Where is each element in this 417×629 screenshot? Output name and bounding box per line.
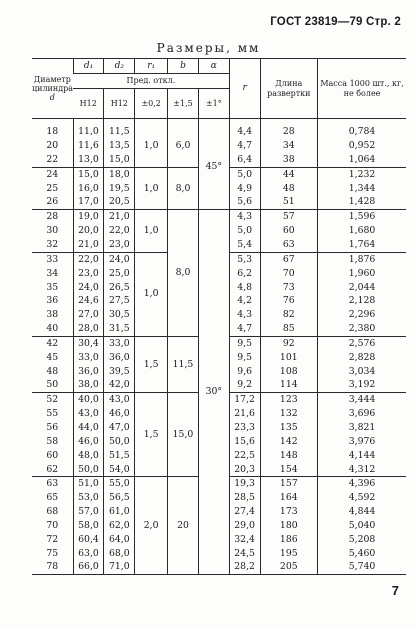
cell-mass: 2,128 (318, 294, 406, 308)
cell-length: 34 (260, 139, 318, 153)
cell-mass: 5,740 (318, 560, 406, 574)
cell-d1: 17,0 (73, 195, 104, 209)
cell-diameter: 32 (32, 238, 73, 252)
cell-mass: 1,428 (318, 195, 406, 209)
cell-d1: 19,0 (73, 210, 104, 224)
cell-r1: 1,0 (135, 210, 168, 253)
cell-diameter: 52 (46, 394, 59, 406)
cell-r: 4,8 (229, 280, 260, 294)
cell-d1: 22,0 (73, 252, 104, 266)
cell-r: 27,4 (229, 505, 260, 519)
cell-length: 51 (260, 195, 318, 209)
cell-d1: 44,0 (73, 421, 104, 435)
cell-diameter: 50 (32, 378, 73, 392)
cell-d2: 42,0 (104, 378, 135, 392)
cell-diameter: 63 (46, 478, 59, 490)
cell-length: 85 (260, 322, 318, 336)
cell-b: 20 (168, 477, 199, 575)
cell-length: 38 (260, 153, 318, 167)
cell-d1: 57,0 (73, 505, 104, 519)
cell-r: 5,3 (229, 252, 260, 266)
cell-diameter: 38 (46, 309, 59, 321)
header-d1: d₁ (73, 59, 104, 74)
cell-d1: 48,0 (73, 448, 104, 462)
cell-diameter: 70 (46, 519, 59, 531)
cell-d1: 36,0 (73, 364, 104, 378)
cell-r: 6,2 (229, 266, 260, 280)
cell-length: 164 (260, 491, 318, 505)
cell-d2: 25,0 (104, 266, 135, 280)
cell-diameter: 68 (46, 506, 59, 518)
cell-length: 70 (260, 266, 318, 280)
cell-mass: 1,596 (318, 210, 406, 224)
cell-diameter: 35 (46, 281, 59, 293)
cell-d2: 11,5 (104, 119, 135, 139)
cell-d2: 33,0 (104, 336, 135, 350)
cell-d2: 50,0 (104, 435, 135, 449)
cell-mass: 1,680 (318, 224, 406, 238)
cell-length: 205 (260, 560, 318, 574)
cell-length: 114 (260, 378, 318, 392)
cell-d1: 30,4 (73, 336, 104, 350)
cell-d1: 40,0 (73, 393, 104, 407)
cell-diameter: 25 (46, 182, 59, 194)
page-header: ГОСТ 23819—79 Стр. 2 (270, 16, 401, 28)
cell-r: 5,6 (229, 195, 260, 209)
cell-r: 9,5 (229, 351, 260, 365)
cell-b: 11,5 (168, 336, 199, 392)
cell-d1: 28,0 (73, 322, 104, 336)
cell-d2: 21,0 (104, 210, 135, 224)
cell-d1: 63,0 (73, 546, 104, 560)
cell-length: 28 (260, 119, 318, 139)
cell-length: 148 (260, 448, 318, 462)
cell-length: 67 (260, 252, 318, 266)
table-row (32, 210, 406, 224)
cell-mass: 4,592 (318, 491, 406, 505)
cell-mass: 3,192 (318, 378, 406, 392)
cell-mass: 3,976 (318, 435, 406, 449)
cell-diameter: 48 (46, 365, 59, 377)
cell-d2: 39,5 (104, 364, 135, 378)
cell-mass: 1,764 (318, 238, 406, 252)
cell-mass: 1,960 (318, 266, 406, 280)
cell-d2: 18,0 (104, 167, 135, 181)
cell-d2: 71,0 (104, 560, 135, 574)
cell-d1: 15,0 (73, 167, 104, 181)
cell-length: 82 (260, 308, 318, 322)
cell-length: 132 (260, 407, 318, 421)
cell-d1: 23,0 (73, 266, 104, 280)
cell-mass: 2,576 (318, 336, 406, 350)
cell-diameter: 60 (46, 449, 59, 461)
cell-mass: 3,821 (318, 421, 406, 435)
cell-d1: 24,6 (73, 294, 104, 308)
cell-r: 15,6 (229, 435, 260, 449)
cell-r: 24,5 (229, 546, 260, 560)
header-length: Длина развертки (260, 59, 318, 119)
cell-mass: 4,312 (318, 462, 406, 476)
cell-length: 157 (260, 477, 318, 491)
cell-r: 4,3 (229, 210, 260, 224)
cell-length: 186 (260, 532, 318, 546)
cell-length: 195 (260, 546, 318, 560)
cell-d2: 31,5 (104, 322, 135, 336)
header-tol-b: ±1,5 (168, 89, 199, 119)
cell-length: 57 (260, 210, 318, 224)
cell-diameter: 58 (46, 435, 59, 447)
header-b: b (168, 59, 199, 74)
header-tol-r1: ±0,2 (135, 89, 168, 119)
cell-r: 5,0 (229, 224, 260, 238)
cell-length: 44 (260, 167, 318, 181)
cell-d1: 50,0 (73, 462, 104, 476)
cell-diameter: 20 (46, 140, 59, 152)
cell-d1: 20,0 (73, 224, 104, 238)
cell-r1: 1,0 (135, 167, 168, 210)
cell-d1: 51,0 (73, 477, 104, 491)
cell-diameter: 78 (32, 560, 73, 574)
cell-d1: 13,0 (73, 153, 104, 167)
cell-diameter: 75 (46, 547, 59, 559)
table-row (32, 119, 406, 139)
page-number: 7 (391, 583, 399, 598)
cell-mass: 1,232 (318, 167, 406, 181)
cell-d2: 27,5 (104, 294, 135, 308)
cell-length: 63 (260, 238, 318, 252)
header-d2: d₂ (104, 59, 135, 74)
cell-mass: 1,876 (318, 252, 406, 266)
cell-r: 32,4 (229, 532, 260, 546)
cell-length: 48 (260, 181, 318, 195)
cell-r: 4,7 (229, 322, 260, 336)
cell-r: 29,0 (229, 519, 260, 533)
cell-d2: 62,0 (104, 519, 135, 533)
cell-r: 5,4 (229, 238, 260, 252)
header-alpha: α (198, 59, 229, 74)
cell-mass: 4,844 (318, 505, 406, 519)
cell-mass: 4,144 (318, 448, 406, 462)
cell-diameter: 45 (46, 351, 59, 363)
cell-mass: 2,296 (318, 308, 406, 322)
cell-diameter: 42 (46, 337, 59, 349)
cell-r: 9,2 (229, 378, 260, 392)
cell-mass: 5,460 (318, 546, 406, 560)
cell-r1: 1,5 (135, 336, 168, 392)
header-diameter: Диаметр цилиндра d (32, 59, 73, 119)
cell-r: 28,5 (229, 491, 260, 505)
cell-diameter: 28 (46, 211, 59, 223)
cell-diameter: 24 (46, 168, 59, 180)
cell-mass: 0,784 (318, 119, 406, 139)
cell-mass: 5,040 (318, 519, 406, 533)
dimensions-table (32, 58, 406, 575)
cell-length: 60 (260, 224, 318, 238)
cell-length: 142 (260, 435, 318, 449)
cell-r: 19,3 (229, 477, 260, 491)
cell-r: 6,4 (229, 153, 260, 167)
cell-r: 23,3 (229, 421, 260, 435)
cell-d1: 66,0 (73, 560, 104, 574)
cell-length: 135 (260, 421, 318, 435)
cell-mass: 2,044 (318, 280, 406, 294)
cell-mass: 3,444 (318, 393, 406, 407)
cell-d1: 11,6 (73, 139, 104, 153)
cell-d2: 26,5 (104, 280, 135, 294)
cell-mass: 0,952 (318, 139, 406, 153)
cell-r: 5,0 (229, 167, 260, 181)
cell-r: 21,6 (229, 407, 260, 421)
cell-r: 4,3 (229, 308, 260, 322)
header-tol-alpha: ±1° (198, 89, 229, 119)
cell-diameter: 30 (46, 225, 59, 237)
cell-d2: 47,0 (104, 421, 135, 435)
cell-d2: 15,0 (104, 153, 135, 167)
cell-b: 6,0 (168, 119, 199, 168)
table-body (32, 119, 406, 575)
header-mass: Масса 1000 шт., кг, не более (318, 59, 406, 119)
cell-length: 173 (260, 505, 318, 519)
cell-b: 15,0 (168, 393, 199, 477)
header-tol-d2: H12 (104, 89, 135, 119)
cell-d1: 38,0 (73, 378, 104, 392)
cell-r1: 2,0 (135, 477, 168, 575)
header-r: r (229, 59, 260, 119)
cell-r1: 1,5 (135, 393, 168, 477)
cell-d2: 30,5 (104, 308, 135, 322)
cell-diameter: 18 (46, 126, 59, 138)
cell-length: 101 (260, 351, 318, 365)
cell-diameter: 65 (46, 492, 59, 504)
cell-r1: 1,0 (135, 252, 168, 336)
cell-r1: 1,0 (135, 119, 168, 168)
cell-d2: 24,0 (104, 252, 135, 266)
cell-r: 4,2 (229, 294, 260, 308)
cell-d2: 19,5 (104, 181, 135, 195)
cell-mass: 3,034 (318, 364, 406, 378)
cell-d2: 36,0 (104, 351, 135, 365)
cell-diameter: 22 (32, 153, 73, 167)
cell-d2: 64,0 (104, 532, 135, 546)
cell-r: 9,6 (229, 364, 260, 378)
cell-diameter: 40 (32, 322, 73, 336)
cell-length: 73 (260, 280, 318, 294)
cell-length: 108 (260, 364, 318, 378)
cell-r: 22,5 (229, 448, 260, 462)
cell-d2: 22,0 (104, 224, 135, 238)
cell-d1: 53,0 (73, 491, 104, 505)
cell-mass: 3,696 (318, 407, 406, 421)
cell-d1: 46,0 (73, 435, 104, 449)
cell-d1: 43,0 (73, 407, 104, 421)
cell-d2: 20,5 (104, 195, 135, 209)
cell-d2: 51,5 (104, 448, 135, 462)
cell-mass: 1,344 (318, 181, 406, 195)
cell-diameter: 34 (46, 267, 59, 279)
cell-d1: 21,0 (73, 238, 104, 252)
header-r1: r₁ (135, 59, 168, 74)
cell-d1: 27,0 (73, 308, 104, 322)
cell-diameter: 26 (32, 195, 73, 209)
header-tol-d1: H12 (73, 89, 104, 119)
cell-mass: 5,208 (318, 532, 406, 546)
cell-d2: 13,5 (104, 139, 135, 153)
cell-d2: 61,0 (104, 505, 135, 519)
cell-length: 92 (260, 336, 318, 350)
cell-r: 4,4 (229, 119, 260, 139)
cell-d1: 60,4 (73, 532, 104, 546)
cell-diameter: 33 (46, 253, 59, 265)
cell-r: 4,7 (229, 139, 260, 153)
cell-alpha: 30° (198, 210, 229, 575)
cell-d1: 16,0 (73, 181, 104, 195)
cell-diameter: 62 (32, 462, 73, 476)
cell-length: 180 (260, 519, 318, 533)
cell-alpha: 45° (198, 119, 229, 210)
cell-d2: 56,5 (104, 491, 135, 505)
cell-d2: 23,0 (104, 238, 135, 252)
cell-mass: 2,828 (318, 351, 406, 365)
cell-d1: 33,0 (73, 351, 104, 365)
cell-length: 123 (260, 393, 318, 407)
cell-diameter: 55 (46, 408, 59, 420)
cell-r: 9,5 (229, 336, 260, 350)
cell-d1: 58,0 (73, 519, 104, 533)
cell-length: 154 (260, 462, 318, 476)
cell-r: 20,3 (229, 462, 260, 476)
cell-mass: 1,064 (318, 153, 406, 167)
cell-r: 4,9 (229, 181, 260, 195)
cell-b: 8,0 (168, 210, 199, 337)
cell-mass: 2,380 (318, 322, 406, 336)
cell-r: 28,2 (229, 560, 260, 574)
cell-d1: 24,0 (73, 280, 104, 294)
cell-diameter: 56 (46, 421, 59, 433)
table-caption: Размеры, мм (156, 41, 261, 55)
cell-length: 76 (260, 294, 318, 308)
cell-d2: 54,0 (104, 462, 135, 476)
cell-diameter: 72 (46, 533, 59, 545)
cell-d2: 55,0 (104, 477, 135, 491)
header-pred-otkl: Пред. откл. (73, 74, 229, 89)
cell-r: 17,2 (229, 393, 260, 407)
cell-d2: 46,0 (104, 407, 135, 421)
cell-b: 8,0 (168, 167, 199, 210)
cell-d2: 68,0 (104, 546, 135, 560)
cell-d1: 11,0 (73, 119, 104, 139)
cell-d2: 43,0 (104, 393, 135, 407)
cell-diameter: 36 (46, 295, 59, 307)
cell-mass: 4,396 (318, 477, 406, 491)
